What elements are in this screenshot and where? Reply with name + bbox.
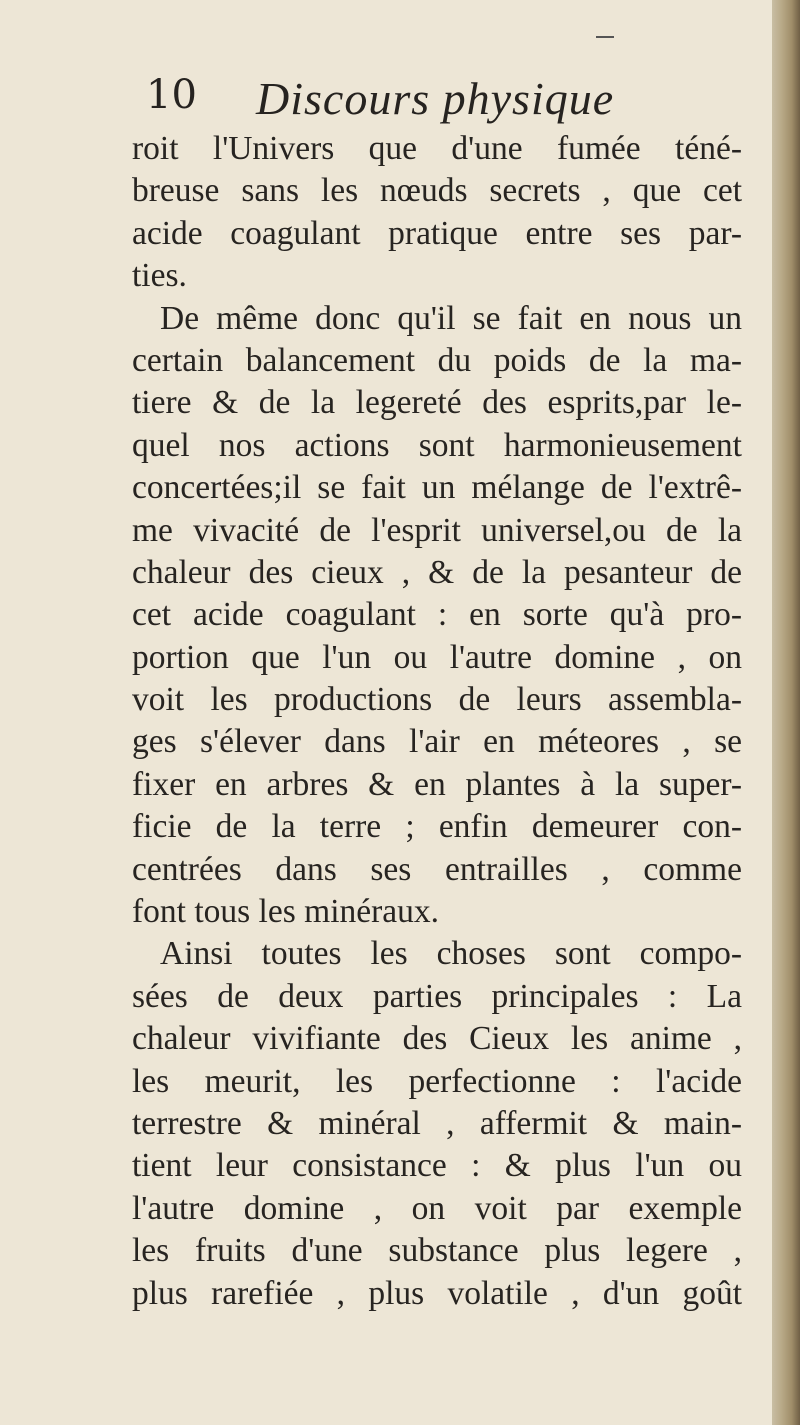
text-line: roit l'Univers que d'une fumée téné- <box>132 130 742 167</box>
text-line: ges s'élever dans l'air en méteores , se <box>132 723 742 761</box>
text-line: portion que l'un ou l'autre domine , on <box>132 638 742 676</box>
running-head <box>146 72 746 128</box>
text-line: les fruits d'une substance plus legere , <box>132 1232 742 1270</box>
text-line: cet acide coagulant : en sorte qu'à pro- <box>132 596 742 634</box>
running-title: Discours physique <box>256 73 615 124</box>
text-line: sées de deux parties principales : La <box>132 977 742 1015</box>
text-line: tient leur consistance : & plus l'un ou <box>132 1147 742 1185</box>
text-line: voit les productions de leurs assembla- <box>132 681 742 719</box>
text-line: chaleur des cieux , & de la pesanteur de <box>132 553 742 591</box>
text-line: acide coagulant pratique entre ses par- <box>132 214 742 252</box>
text-line: De même donc qu'il se fait en nous un <box>160 299 742 337</box>
text-line: plus rarefiée , plus volatile , d'un goût <box>132 1274 742 1312</box>
text-line: les meurit, les perfectionne : l'acide <box>132 1062 742 1100</box>
text-line: tiere & de la legereté des esprits,par le- <box>132 384 742 422</box>
text-line: ficie de la terre ; enfin demeurer con- <box>132 808 742 846</box>
text-line: quel nos actions sont harmonieusement <box>132 426 742 464</box>
text-line: chaleur vivifiante des Cieux les anime , <box>132 1020 742 1058</box>
text-line: font tous les minéraux. <box>132 893 440 931</box>
page-edge <box>772 0 800 1425</box>
text-line: me vivacité de l'esprit universel,ou de la <box>132 511 742 549</box>
ink-mark <box>596 36 614 38</box>
text-line: centrées dans ses entrailles , comme <box>132 850 742 888</box>
text-line: terrestre & minéral , affermit & main- <box>132 1104 742 1142</box>
text-line: l'autre domine , on voit par exemple <box>132 1189 742 1227</box>
text-line: concertées;il se fait un mélange de l'extrê- <box>132 469 742 507</box>
text-line: fixer en arbres & en plantes à la super- <box>132 765 742 803</box>
body-text <box>132 128 742 1315</box>
text-line: certain balancement du poids de la ma- <box>132 341 742 379</box>
text-line: ties. <box>132 257 187 295</box>
text-line: breuse sans les nœuds secrets , que cet <box>132 172 742 210</box>
text-line: Ainsi toutes les choses sont compo- <box>160 935 742 973</box>
page-number: 10 <box>146 72 197 118</box>
